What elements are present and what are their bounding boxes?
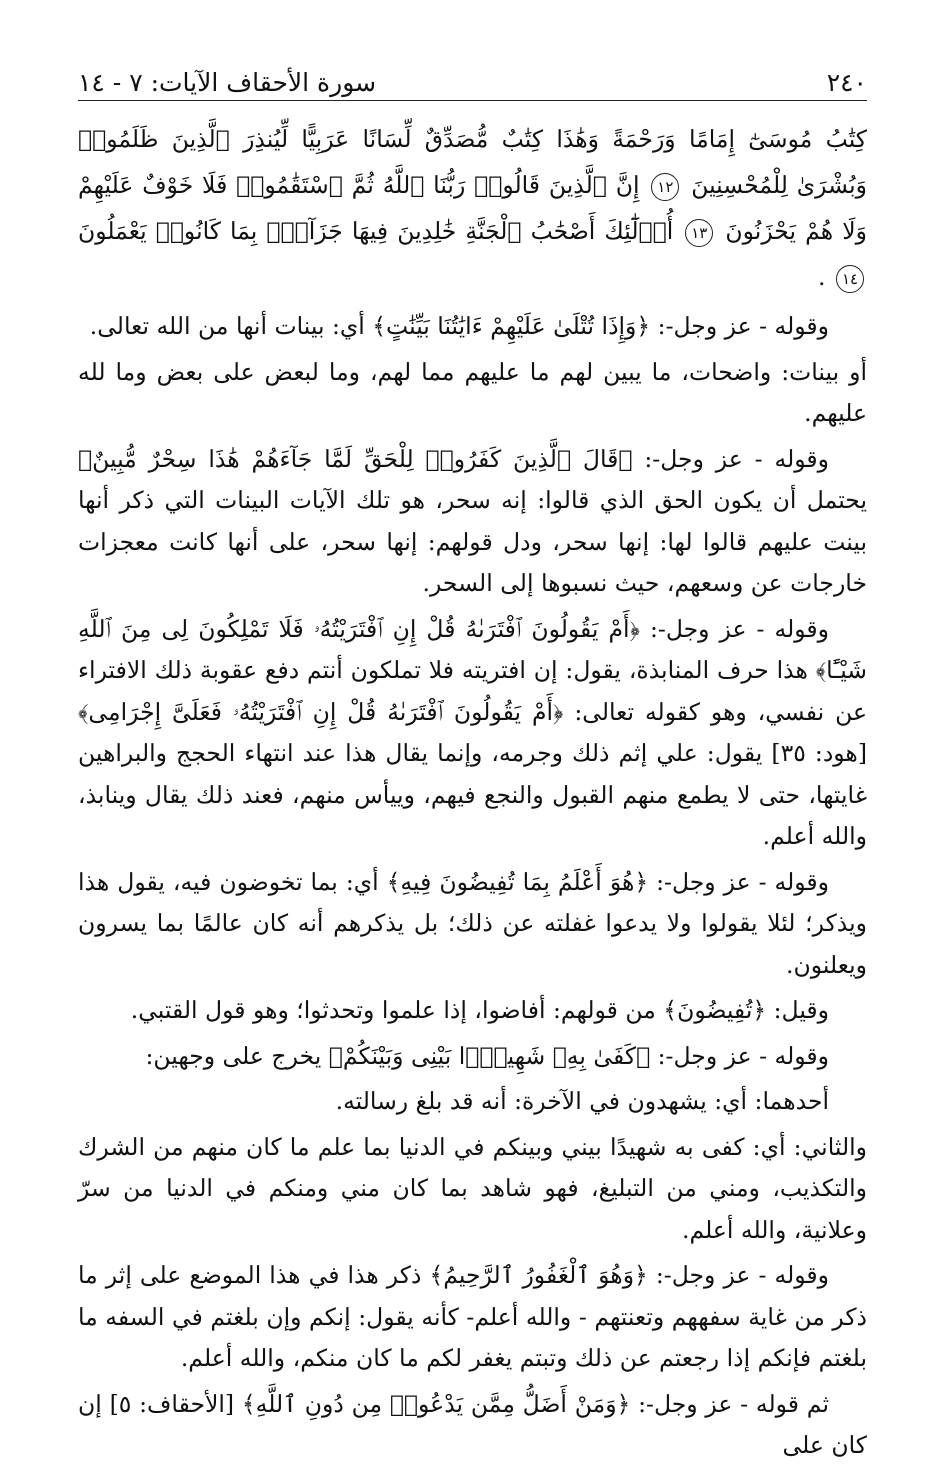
ayah-number-12: ١٢: [651, 173, 679, 201]
paragraph: وقوله - عز وجل-: ﴿كَفَىٰ بِهِۦ شَهِيدًۢا بَيْنِى وَبَيْنَكُمْ﴾ يخرج على وجهين:: [145, 1041, 829, 1070]
running-title: سورة الأحقاف الآيات: ٧ - ١٤: [78, 68, 377, 97]
quran-block: [78, 116, 867, 300]
quran-verse-14-text: أُو۟لَٰٓئِكَ أَصْحَٰبُ ٱلْجَنَّةِ خَٰلِدِينَ فِيهَا جَزَآءًۢ بِمَا كَانُوا۟ يَعْمَلُونَ: [78, 217, 674, 245]
paragraph: وقوله - عز وجل-: ﴿قَالَ ٱلَّذِينَ كَفَرُوا۟ لِلْحَقِّ لَمَّا جَآءَهُمْ هَٰذَا سِحْرٌ مُّبِينٌ﴾ يحتمل أن يكون الحق الذي قالوا: إنه سحر، هو تلك الآيات البينات التي ذكر أنها بينت عليهم قالوا لها: إنها سحر، ودل قولهم: إنها سحر، على أنها كانت معجزات خارجات عن وسعهم، حيث نسبوها إلى السحر.: [78, 444, 867, 597]
paragraph: وقوله - عز وجل-: ﴿أَمْ يَقُولُونَ ٱفْتَرَىٰهُ قُلْ إِنِ ٱفْتَرَيْتُهُۥ فَلَا تَمْلِكُونَ لِى مِنَ ٱللَّهِ شَيْـًٔا﴾ هذا حرف المنابذة، يقول: إن افتريته فلا تملكون أنتم دفع عقوبة ذلك الافتراء عن نفسي، وهو كقوله تعالى: ﴿أَمْ يَقُولُونَ ٱفْتَرَىٰهُ قُلْ إِنِ ٱفْتَرَيْتُهُۥ فَعَلَىَّ إِجْرَامِى﴾ [هود: ٣٥] يقول: علي إثم ذلك وجرمه، وإنما يقال هذا عند انتهاء الحجج والبراهين غايتها، حتى لا يطمع منهم القبول والنجع فيهم، وييأس منهم، فعند ذلك يقال وينابذ، والله أعلم.: [78, 614, 867, 850]
page-header: [78, 58, 867, 98]
paragraph: ثم قوله - عز وجل-: ﴿وَمَنْ أَضَلُّ مِمَّن يَدْعُوا۟ مِن دُونِ ٱللَّهِ﴾ [الأحقاف: ٥] إن كان على: [78, 1389, 867, 1459]
ayah-number-14: ١٤: [836, 265, 864, 293]
header-rule: [78, 100, 867, 101]
quran-text: [78, 116, 867, 300]
quran-verse-12-text: كِتَٰبُ مُوسَىٰٓ إِمَامًا وَرَحْمَةً وَهَٰذَا كِتَٰبٌ مُّصَدِّقٌ لِّسَانًا عَرَبِيًّا لِّيُنذِرَ ٱلَّذِينَ ظَلَمُوا۟ وَبُشْرَىٰ لِلْمُحْسِنِينَ: [78, 125, 867, 199]
ayah-number-13: ١٣: [685, 219, 713, 247]
paragraph: وقوله - عز وجل-: ﴿وَإِذَا تُتْلَىٰ عَلَيْهِمْ ءَايَٰتُنَا بَيِّنَٰتٍ﴾ أي: بينات أنها من الله تعالى.: [89, 312, 829, 340]
paragraph: وقوله - عز وجل-: ﴿وَهُوَ ٱلْغَفُورُ ٱلرَّحِيمُ﴾ ذكر هذا في هذا الموضع على إثر ما ذكر من غاية سفههم وتعنتهم - والله أعلم- كأنه يقول: إنكم وإن بلغتم في السفه ما بلغتم فإنكم إذا رجعتم عن ذلك وتبتم يغفر لكم ما كان منكم، والله أعلم.: [78, 1261, 867, 1372]
paragraph: أحدهما: أي: يشهدون في الآخرة: أنه قد بلغ رسالته.: [335, 1087, 829, 1115]
paragraph: وقوله - عز وجل-: ﴿هُوَ أَعْلَمُ بِمَا تُفِيضُونَ فِيهِ﴾ أي: بما تخوضون فيه، يقول هذا ويذكر؛ لئلا يقولوا ولا يدعوا غفلته عن ذلك؛ بل يذكرهم أنه كان عالمًا بما يسرون ويعلنون.: [78, 867, 867, 979]
paragraph: أو بينات: واضحات، ما يبين لهم ما عليهم مما لهم، وما لبعض على بعض وما لله عليهم.: [78, 357, 867, 427]
quran-verse-13-text: إِنَّ ٱلَّذِينَ قَالُوا۟ رَبُّنَا ٱللَّهُ ثُمَّ ٱسْتَقَٰمُوا۟ فَلَا خَوْفٌ عَلَيْهِمْ وَلَا هُمْ يَحْزَنُونَ: [78, 171, 867, 245]
quran-end-mark: .: [818, 263, 826, 291]
page-number: ٢٤٠: [826, 68, 867, 97]
paragraph: وقيل: ﴿تُفِيضُونَ﴾ من قولهم: أفاضوا، إذا علموا وتحدثوا؛ وهو قول القتبي.: [130, 996, 829, 1024]
page-body: [78, 116, 867, 1471]
paragraph: والثاني: أي: كفى به شهيدًا بيني وبينكم في الدنيا بما علم ما كان منهم من الشرك والتكذيب، ومني من التبليغ، فهو شاهد بما كان مني ومنكم في الدنيا من سرّ وعلانية، والله أعلم.: [78, 1132, 867, 1244]
